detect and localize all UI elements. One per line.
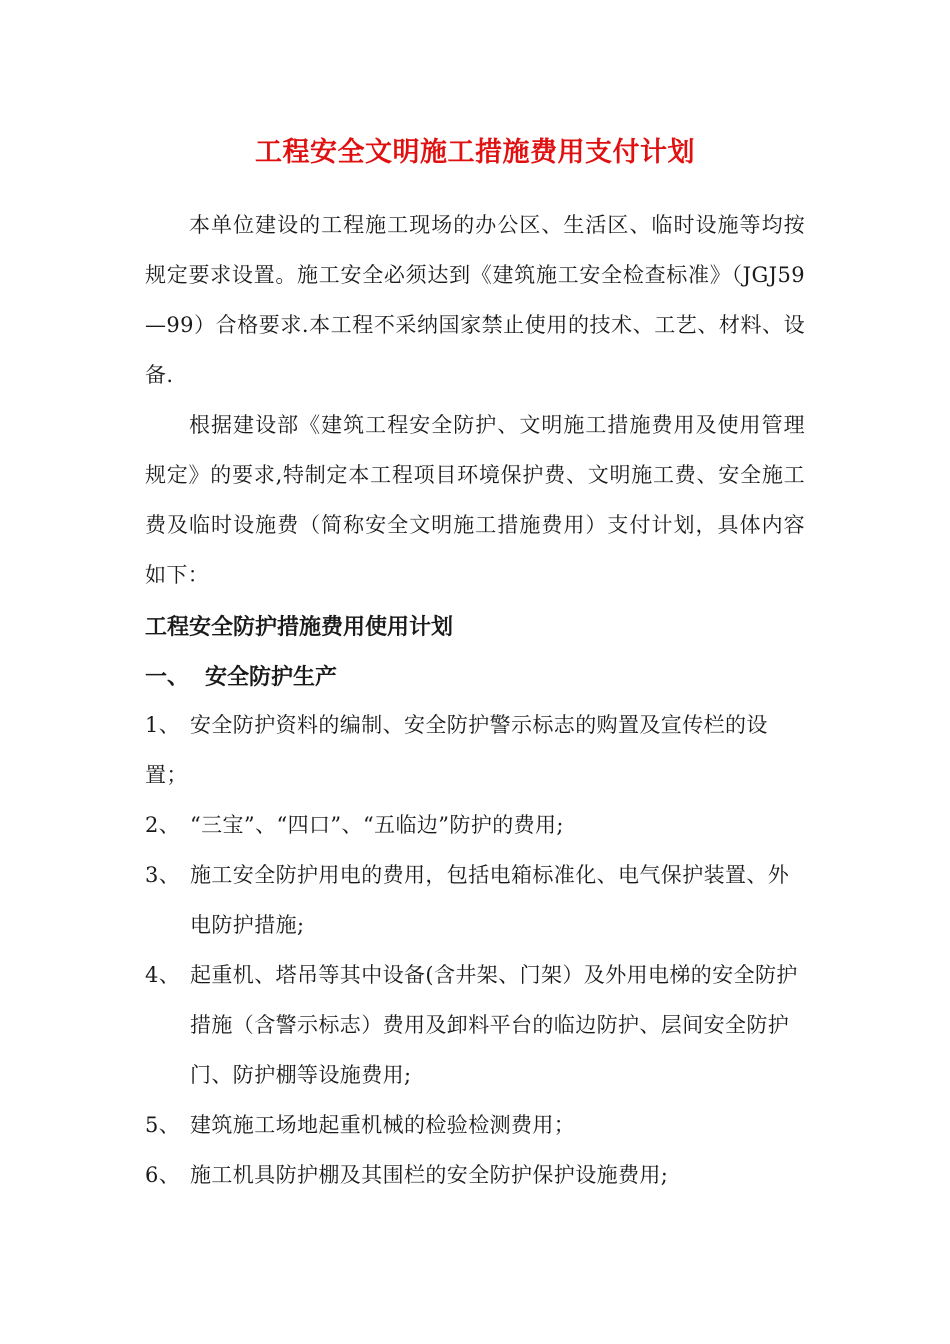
section-heading: 工程安全防护措施费用使用计划	[145, 615, 454, 640]
subsection-number: 一、	[145, 665, 190, 690]
intro-paragraph-1: 本单位建设的工程施工现场的办公区、生活区、临时设施等均按规定要求设置。施工安全必须达到《建筑施工安全检查标准》（JGJ59—99）合格要求.本工程不采纳国家禁止使用的技术、工艺、材料、设备.	[145, 213, 805, 387]
list-item-text: “三宝”、“四口”、“五临边”防护的费用;	[190, 813, 564, 837]
list-item-text: 建筑施工场地起重机械的检验检测费用；	[190, 1113, 576, 1137]
list-item	[145, 800, 810, 850]
intro-paragraph-2: 根据建设部《建筑工程安全防护、文明施工措施费用及使用管理规定》的要求,特制定本工程项目环境保护费、文明施工费、安全施工费及临时设施费（简称安全文明施工措施费用）支付计划，具体内容如下：	[145, 413, 805, 587]
list-item-number: 6、	[145, 1163, 181, 1187]
subsection-label: 安全防护生产	[205, 665, 338, 690]
list-item	[145, 850, 810, 950]
list-item-number: 5、	[145, 1113, 181, 1137]
list-item-text: 安全防护资料的编制、安全防护警示标志的购置及宣传栏的设置；	[145, 713, 768, 787]
subsection-heading	[145, 660, 337, 691]
list-item-number: 2、	[145, 813, 181, 837]
list-item-text: 施工安全防护用电的费用，包括电箱标准化、电气保护装置、外电防护措施;	[190, 863, 790, 937]
list-item	[145, 1100, 810, 1150]
list-item	[145, 1150, 810, 1200]
list-item-number: 3、	[145, 863, 181, 887]
list-item-text: 施工机具防护棚及其围栏的安全防护保护设施费用;	[190, 1163, 669, 1187]
document-title: 工程安全文明施工措施费用支付计划	[255, 137, 695, 168]
list-item-text: 起重机、塔吊等其中设备(含井架、门架）及外用电梯的安全防护措施（含警示标志）费用及卸料平台的临边防护、层间安全防护门、防护棚等设施费用;	[190, 963, 798, 1087]
list-item-number: 4、	[145, 963, 181, 987]
list-item-number: 1、	[145, 713, 181, 737]
list-item	[145, 700, 810, 800]
list-item	[145, 950, 810, 1100]
measures-list	[145, 700, 810, 1200]
